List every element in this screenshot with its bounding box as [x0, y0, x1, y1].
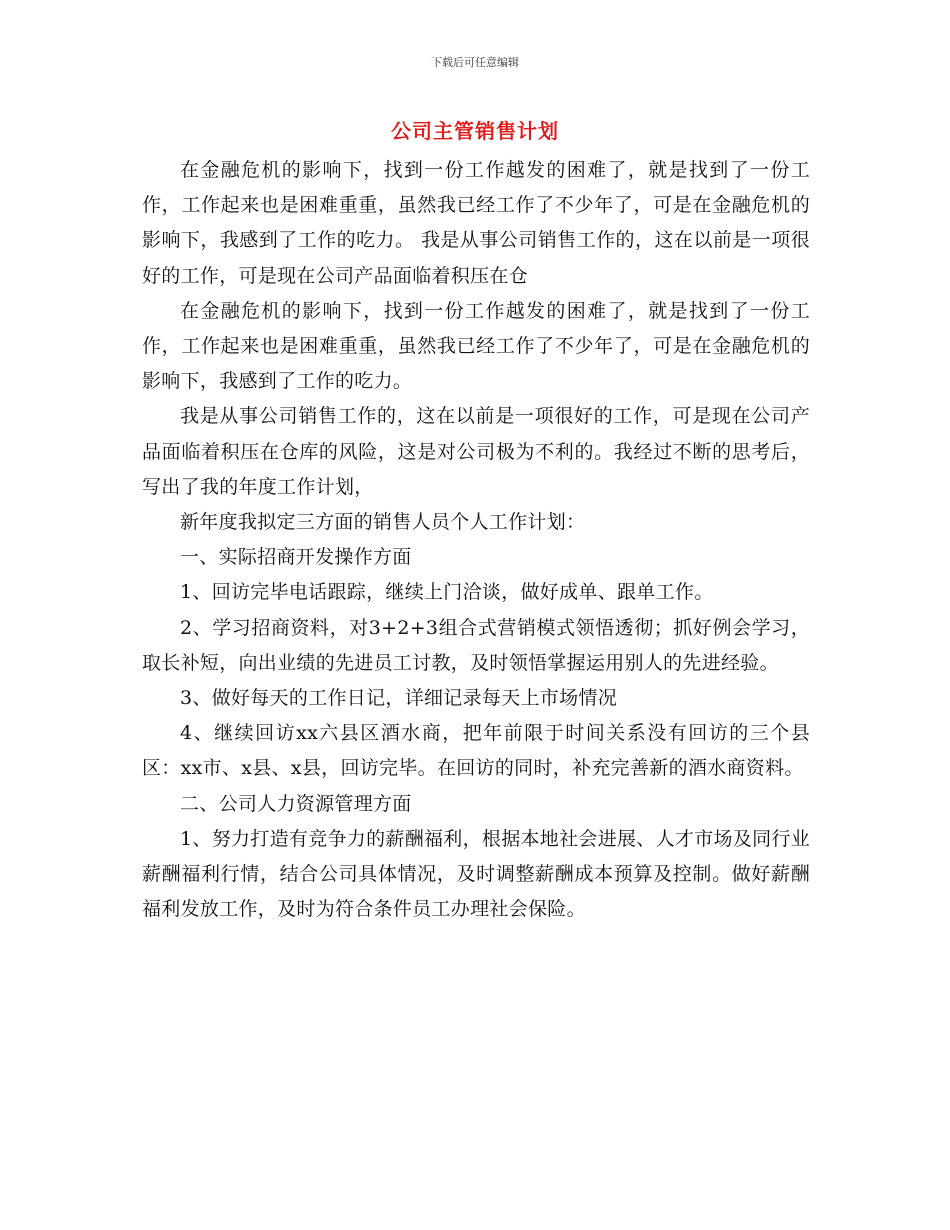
list-item: 2、学习招商资料，对3+2+3组合式营销模式领悟透彻；抓好例会学习，取长补短，向出业绩的先进员工讨教，及时领悟掌握运用别人的先进经验。 [142, 616, 810, 674]
list-item: 1、回访完毕电话跟踪，继续上门洽谈，做好成单、跟单工作。 [180, 581, 714, 604]
list-item: 1、努力打造有竞争力的薪酬福利，根据本地社会进展、人才市场及同行业薪酬福利行情，结合公司具体情况，及时调整薪酬成本预算及控制。做好薪酬福利发放工作，及时为符合条件员工办理社会保险。 [142, 827, 810, 921]
paragraph: 在金融危机的影响下，找到一份工作越发的困难了，就是找到了一份工作，工作起来也是困难重重，虽然我已经工作了不少年了，可是在金融危机的影响下，我感到了工作的吃力。 我是从事公司销售工作的，这在以前是一项很好的工作，可是现在公司产品面临着积压在仓 [142, 159, 810, 287]
document-title: 公司主管销售计划 [391, 119, 559, 143]
list-item: 3、做好每天的工作日记，详细记录每天上市场情况 [180, 687, 617, 710]
paragraph: 在金融危机的影响下，找到一份工作越发的困难了，就是找到了一份工作，工作起来也是困难重重，虽然我已经工作了不少年了，可是在金融危机的影响下，我感到了工作的吃力。 [142, 299, 810, 393]
header-note: 下载后可任意编辑 [431, 56, 519, 69]
paragraph: 新年度我拟定三方面的销售人员个人工作计划： [180, 511, 586, 534]
paragraph: 我是从事公司销售工作的，这在以前是一项很好的工作，可是现在公司产品面临着积压在仓库的风险，这是对公司极为不利的。我经过不断的思考后，写出了我的年度工作计划， [142, 405, 810, 498]
list-item: 4、继续回访xx六县区酒水商，把年前限于时间关系没有回访的三个县区：xx市、x县、x县，回访完毕。在回访的同时，补充完善新的酒水商资料。 [142, 722, 810, 780]
section-heading: 一、实际招商开发操作方面 [180, 546, 412, 569]
document-body [142, 153, 810, 927]
section-heading: 二、公司人力资源管理方面 [180, 792, 412, 815]
